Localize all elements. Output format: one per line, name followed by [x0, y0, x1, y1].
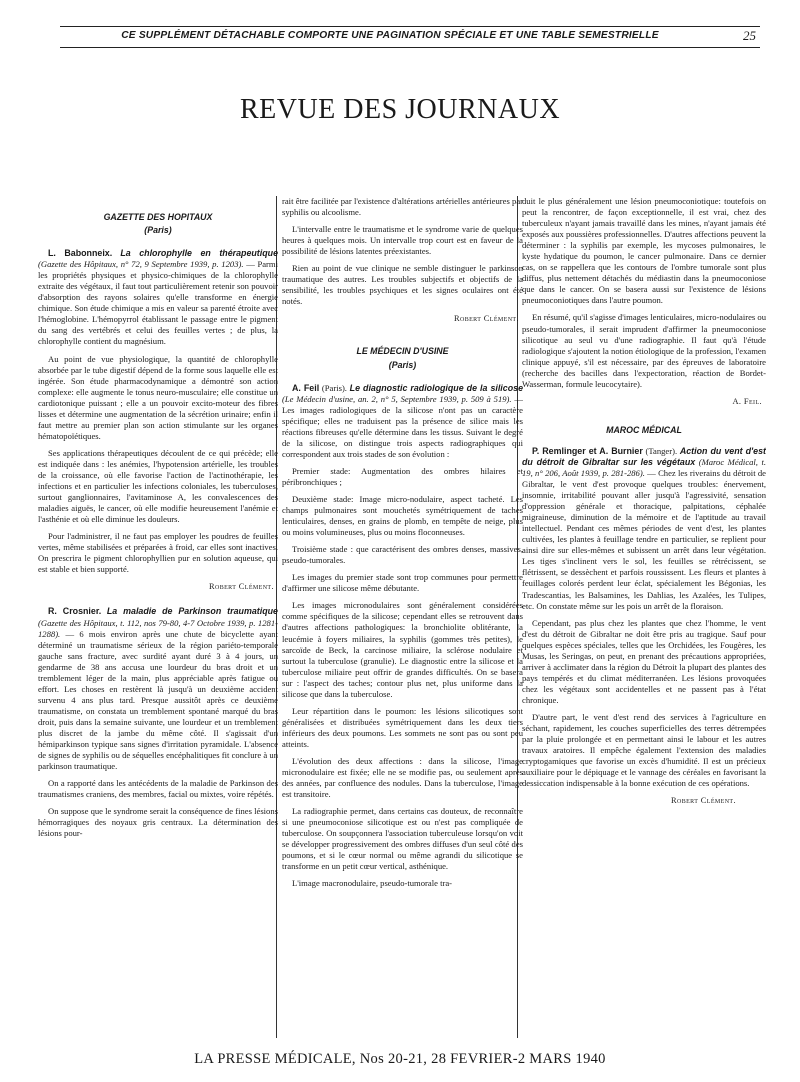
- signature: Robert Clément.: [671, 796, 736, 806]
- paragraph: Troisième stade : que caractérisent des ombres denses, massives, pseudo-tumorales.: [282, 544, 523, 566]
- paragraph: L'évolution des deux affections : dans la silicose, l'image micronodulaire est fixée; elle ne se modifie pas, ou seulement après des années, par confluence des nodules. Dans la tuberculose, l'image est transitoire.: [282, 755, 523, 800]
- page-number: 25: [743, 28, 756, 43]
- paragraph: Cependant, pas plus chez les plantes que chez l'homme, le vent d'est du détroit de Gibraltar ne doit être pris au tragique. Sauf pour quelques espèces spéciales, telles que les Orchidées, les Fougères, les Musas, les Seringas, on peut, en prenant des précautions appropriées, arriver à acclimater dans la région du Détroit la plupart des plantes des pays tempérés et du climat méditerranéen. Les lésions provoquées chez les végétaux sont accidentelles et ne passent pas à l'état chronique.: [522, 617, 766, 705]
- article-citation: (Le Médecin d'usine, an. 2, n° 5, Septembre 1939, p. 509 à 519).: [282, 393, 512, 404]
- supplement-notice: CE SUPPLÉMENT DÉTACHABLE COMPORTE UNE PAGINATION SPÉCIALE ET UNE TABLE SEMESTRIELLE: [121, 30, 659, 41]
- signature: Robert Clément.: [454, 314, 519, 324]
- journal-location: (Paris): [388, 359, 417, 370]
- paragraph: Au point de vue physiologique, la quantité de chlorophylle absorbée par le tube digestif dépend de la forme sous laquelle elle est ingérée. Son étude pharmacodynamique a démontré son action complexe: elle augmente le tonus neuro-musculaire; elle constitue un cardiotonique puissant ; elle a un pouvoir excito-moteur des fibres lisses et détermine une augmentation de la sécrétion urinaire; enfin il faut mettre au premier plan son action stimulante sur les organes hématopoïétiques.: [38, 353, 278, 441]
- paragraph: Premier stade: Augmentation des ombres hilaires et péribronchiques ;: [282, 465, 523, 487]
- signature: A. Feil.: [732, 396, 762, 406]
- article-title: Le diagnostic radiologique de la silicose: [349, 382, 523, 393]
- journal-heading: LE MÉDECIN D'USINE: [356, 346, 449, 357]
- article-title: La chlorophylle en thérapeutique: [120, 248, 278, 259]
- journal-location: (Paris): [144, 225, 172, 236]
- paragraph: duit le plus généralement une lésion pneumoconiotique: toutefois on peut la rencontrer, de façon exceptionnelle, il est vrai, chez des tuberculeux n'ayant jamais travaillé dans les mines, n'ayant jamais été exposés aux poussières professionnelles. D'autres affections peuvent la déterminer : la syphilis par exemple, les mycoses pulmonaires, le kyste hydatique du poumon, le cancer pulmonaire. Dans ce dernier cas, on se rappellera que les contours de l'ombre tumorale sont plus diffus, plus nettement détachés du médiastin dans la pneumoconiose que dans le cancer. On se basera aussi sur l'existence de lésions pneumoconiotiques dans l'autre poumon.: [522, 196, 766, 306]
- article-text: — Chez les riverains du détroit de Gibraltar, le vent d'est provoque quelques troubles: énervement, insomnie, irritabilité pouvant aller jusqu'à l'agressivité, sensation d'oppression générale et thoracique, palpitations, céphalée migraineuse, diminution de la mémoire et de l'aptitude au travail intellectuel. Pendant ces mêmes périodes de vent d'est, les plantes cultivées, les plantes à feuillage tendre en particulier, se replient pour ainsi dire sur elles-mêmes et subissent un arrêt dans leur végétation. Les tiges s'inclinent vers le sol, les feuilles se rétrécissent, se flétrissent, se dessèchent et parfois roussissent. Les fleurs et plantes à feuillages colorés perdent leur éclat, spécialement les Bégonias, les Tradescantias, les Balsamines, les Dahlias, les Azalées, les Tulipes, etc. On constate même sur les pois un arrêt de la floraison.: [522, 467, 766, 611]
- article-citation: (Gazette des Hôpitaux, n° 72, 9 Septembre 1939, p. 1203).: [38, 259, 244, 270]
- paragraph: On suppose que le syndrome serait la conséquence de fines lésions hémorragiques des noyaux gris centraux. La détermination des lésions pour-: [38, 806, 278, 839]
- article-text: — Les images radiologiques de la silicose n'ont pas un caractère spécifique; elles ne traduisent pas la présence de silice mais les réactions fibreuses qu'elle détermine dans les tissus. Suivant le degré de la silicose, on distingue trois aspects radiographiques qui correspondent aux trois stades de son évolution :: [282, 393, 523, 459]
- paragraph: Les images micronodulaires sont généralement considérées comme spécifiques de la silicose; cependant elles se retrouvent dans d'autres affections pathologiques: la bronchiolite oblitérante, la leucémie à foyers miliaires, la syphilis (gommes très petites), le sarcoïde de Beck, la carcinose miliaire, la sclérose nodulaire et surtout la tuberculose (granulie). Le diagnostic entre la silicose et la tuberculose miliaire peut offrir de grandes difficultés. On se basera sur : l'aspect des taches; contour plus net, plus uniforme dans la silicose que dans la tuberculose.: [282, 600, 523, 699]
- article-entry: [38, 248, 278, 347]
- journal-footer: LA PRESSE MÉDICALE, Nos 20-21, 28 FEVRIER-2 MARS 1940: [194, 1051, 606, 1067]
- column-1: [38, 206, 278, 1048]
- article-entry: [38, 606, 278, 772]
- paragraph: Ses applications thérapeutiques découlent de ce qui précède; elle est indiquée dans : les anémies, l'hypotension artérielle, les troubles de la croissance, où elle favorise l'action de l'actinothérapie, les infections et en particulier les infections coloniales, les tuberculoses, surtout ganglionnaires, l'avitaminose A, les convalescences des maladies aiguës, le cancer, où elle modifie heureusement l'anémie et l'asthénie et où elle diminue les douleurs.: [38, 447, 278, 525]
- article-author: L. Babonneix.: [48, 248, 113, 259]
- paragraph: Les images du premier stade sont trop communes pour permettre d'affirmer une silicose même débutante.: [282, 572, 523, 594]
- signature: Robert Clément.: [209, 582, 274, 592]
- journal-heading: GAZETTE DES HOPITAUX: [103, 212, 213, 222]
- paragraph: D'autre part, le vent d'est rend des services à l'agriculture en séchant, rapidement, les couches superficielles des terres détrempées par la pluie prolongée et en permettant ainsi le labour et les autres travaux aratoires. Il empêche également l'extension des maladies cryptogamiques que favorise un excès d'humidité. Il est un précieux auxiliaire pour le dépiquage et le vannage des céréales en favorisant la dessiccation indispensable à la bonne exécution de ces opérations.: [522, 711, 766, 789]
- header-bar: [60, 26, 760, 48]
- article-place: (Tanger).: [645, 445, 678, 456]
- article-author: R. Crosnier.: [48, 606, 102, 617]
- article-entry: [282, 383, 523, 460]
- article-citation: (Maroc Médical, t. 19, n° 206, Août 1939, p. 281-286).: [522, 456, 766, 478]
- paragraph: L'intervalle entre le traumatisme et le syndrome varie de quelques heures à quelques mois. Un intervalle trop court est en faveur de la possibilité de lésions latentes préexistantes.: [282, 224, 523, 257]
- article-author: A. Feil: [292, 382, 320, 393]
- article-entry: [522, 446, 766, 612]
- paragraph: La radiographie permet, dans certains cas douteux, de reconnaître si une pneumoconiose silicotique est ou n'est pas compliquée de tuberculose. On soupçonnera l'association tuberculeuse lorsqu'on voit se développer progressivement des ombres diffuses d'un seul côté des poumons, et si le cœur normal ou même agrandi du silicotique se transforme en un petit cœur vertical, asthénique.: [282, 806, 523, 872]
- page-title: REVUE DES JOURNAUX: [239, 94, 561, 125]
- column-2: [282, 196, 523, 1038]
- article-place: (Paris).: [321, 382, 347, 393]
- article-citation: (Gazette des Hôpitaux, t. 112, nos 79-80, 4-7 Octobre 1939, p. 1281-1288).: [38, 617, 278, 639]
- paragraph: En résumé, qu'il s'agisse d'images lenticulaires, micro-nodulaires ou pseudo-tumorales, il serait imprudent d'affirmer la pneumoconiose silicotique au seul vu d'une radiographie. Il faut qu'à l'étude radiologique s'ajoutent la notion étiologique de la profession, l'examen clinique appuyé, s'il est nécessaire, par des épreuves de laboratoire (recherche des bacilles dans l'expectoration, réaction de Bordet-Wasserman, formule leucocytaire).: [522, 312, 766, 389]
- paragraph: On a rapporté dans les antécédents de la maladie de Parkinson des traumatismes craniens, des membres, facial ou mixtes, voire répétés.: [38, 778, 278, 800]
- article-title: Action du vent d'est du détroit de Gibraltar sur les végétaux: [522, 445, 766, 467]
- article-text: — Parmi les propriétés physiques et physico-chimiques de la chlorophylle extraite des végétaux, il faut tout particulièrement retenir son pouvoir d'absorption des rayons solaires qu'elle transforme en énergie chimique. Son étude chimique a mis en valeur sa parenté étroite avec l'hémoglobine. L'hémopyrrol établissant le passage entre le pigment du sang des vertébrés et celui des feuilles vertes ; de plus, la chlorophylle contient du magnésium.: [38, 259, 278, 347]
- article-author: P. Remlinger et A. Burnier: [532, 445, 643, 456]
- paragraph: Leur répartition dans le poumon: les lésions silicotiques sont généralisées et distribuées symétriquement dans les deux tiers inférieurs des deux poumons. Les sommets ne sont pas ou sont peu atteints.: [282, 705, 523, 749]
- journal-heading: MAROC MÉDICAL: [606, 424, 682, 435]
- paragraph: L'image macronodulaire, pseudo-tumorale tra-: [292, 878, 452, 889]
- paragraph: Deuxième stade: Image micro-nodulaire, aspect tacheté. Les champs pulmonaires sont mouchetés symétriquement de taches lenticulaires, denses, en grains de plomb, en tempête de neige, plus ou moins volumineuses, plus ou moins floconneuses.: [282, 493, 523, 538]
- article-text: — 6 mois environ après une chute de bicyclette ayant déterminé un traumatisme sérieux de la région pariéto-temporale gauche sans fracture, avec surdité ayant duré 3 à 4 jours, un gendarme de 38 ans accusa une lourdeur du bras droit et un tremblement léger de la main, plus appréciable après fatigue ou effort. Les choses en restèrent là jusqu'à un deuxième accident survenu 4 ans plus tard. Presque aussitôt après ce deuxième traumatisme, on constata un tremblement spontané marqué du bras droit, puis dans la semaine suivante, une lourdeur et un tremblement plus discret de la jambe du même côté. Il s'agissait d'un hémiparkinson typique sans signes d'irritation pyramidale. L'absence de signes de syphilis ou de séquelles encéphalitiques fit conclure à un parkinson traumatique.: [38, 628, 278, 772]
- paragraph: Rien au point de vue clinique ne semble distinguer le parkinson traumatique des autres. Les troubles subjectifs et objectifs de la sensibilité, les troubles psychiques et les signes oculaires ont été notés.: [282, 263, 523, 307]
- paragraph: rait être facilitée par l'existence d'altérations artérielles antérieures par syphilis ou alcoolisme.: [282, 196, 523, 218]
- column-3: [522, 196, 766, 1038]
- article-title: La maladie de Parkinson traumatique: [106, 606, 278, 617]
- paragraph: Pour l'administrer, il ne faut pas employer les poudres de feuilles vertes, même stabilisées et préparées à froid, car elles sont inactives. On prescrira le pigment chlorophyllien pur en solution aqueuse, qui est stable et bien supporté.: [38, 531, 278, 575]
